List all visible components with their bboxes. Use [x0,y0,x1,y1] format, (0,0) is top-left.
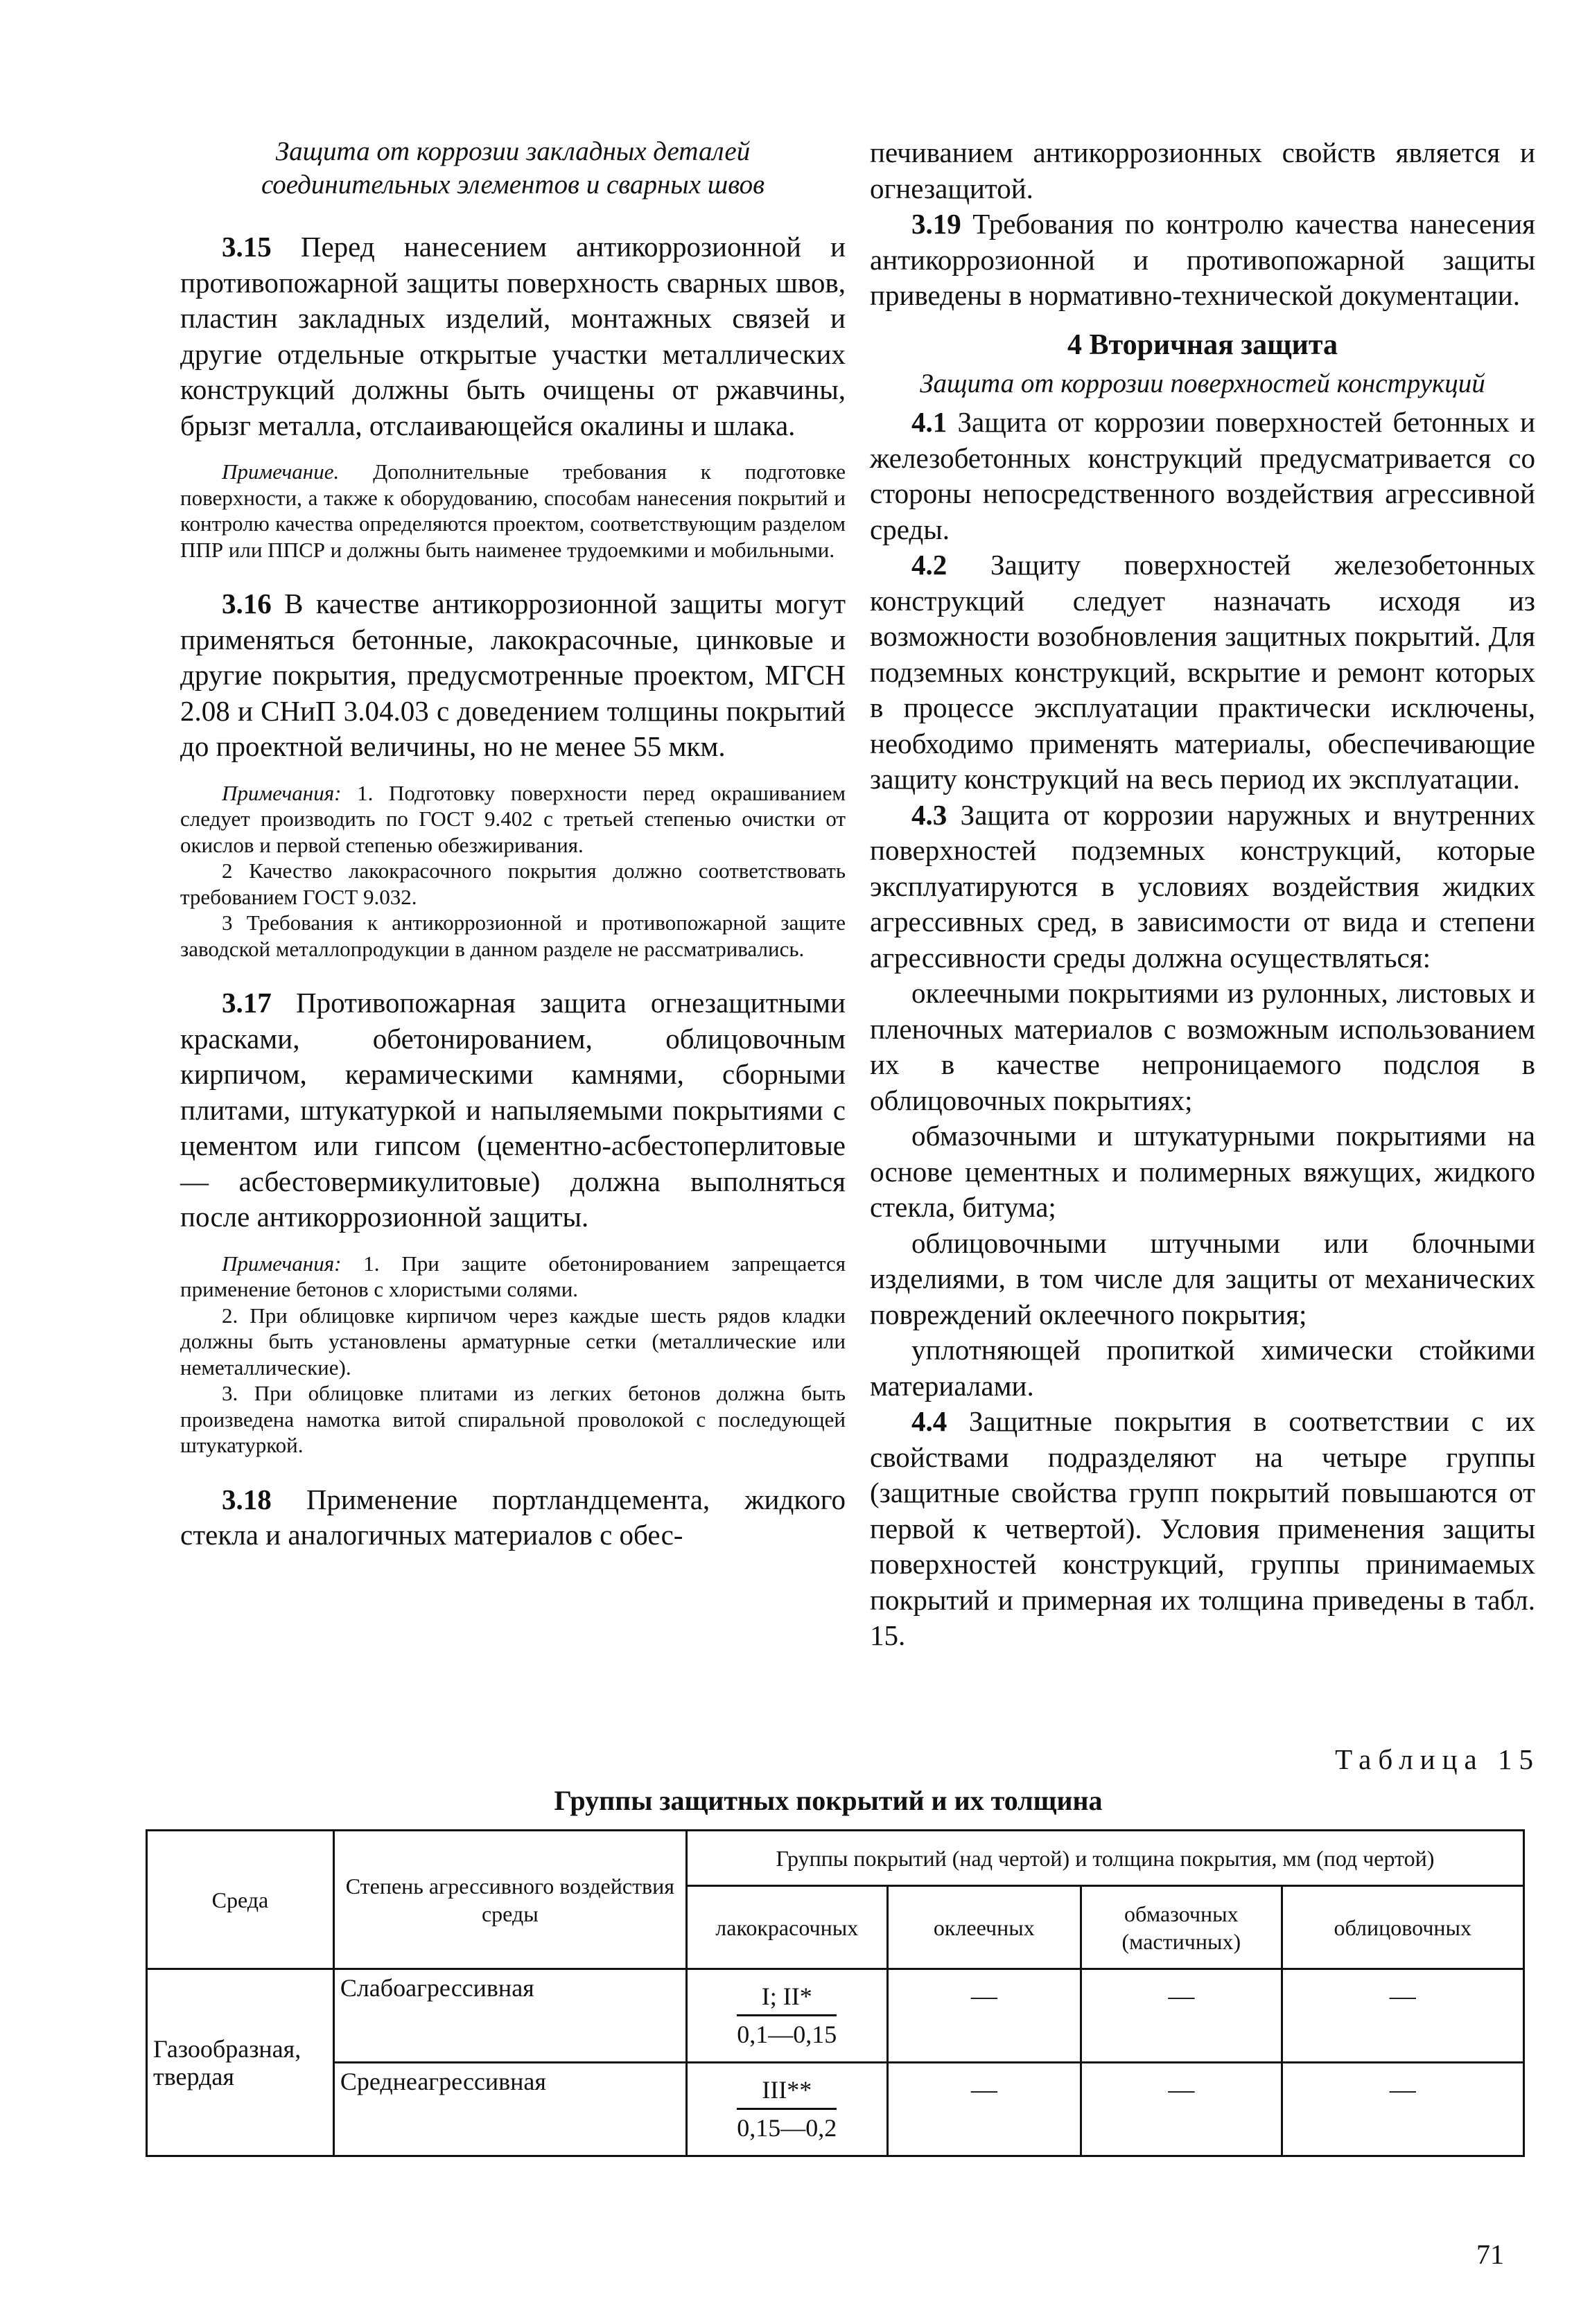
cell-glued: — [887,2063,1081,2156]
cell-env: Газообразная, твердая [147,1969,334,2156]
left-column [180,135,846,1553]
clause-number: 4.4 [911,1405,947,1437]
fraction [737,1982,837,2048]
notes-3-16-item-1 [180,780,846,859]
list-item-2: обмазочными и штукатурными покрытиями на основе цементных и полимерных вяжущих, жидкого стекла, битума; [870,1120,1535,1223]
paragraph-text: Применение портландцемента, жидкого стекла и аналогичных материалов с обес- [180,1483,846,1551]
table-title: Группы защитных покрытий и их толщина [554,1785,1103,1816]
header-paint: лакокрасочных [686,1886,887,1969]
paragraph-3-19 [870,206,1535,314]
notes-3-16-item-3: 3 Требования к антикоррозионной и противопожарной защите заводской металлопродукции в данном разделе не рассматривались. [180,910,846,961]
table-caption: Таблица 15 [1335,1743,1540,1775]
cell-coat: — [1081,2063,1282,2156]
paragraph-text: Защитные покрытия в соответствии с их свойствами подразделяют на четыре группы (защитные свойства групп покрытий повышаются от первой к четвертой). Условия применения защиты поверхностей конструкций, группы принимаемых покрытий и примерная их толщина приведены в табл. 15. [870,1405,1535,1651]
page-number: 71 [1476,2239,1504,2270]
coating-group: III** [737,2076,837,2110]
coating-thickness: 0,15—0,2 [737,2114,837,2142]
notes-3-17-item-1 [180,1251,846,1303]
header-degree: Степень агрессивного воздействия среды [333,1831,686,1969]
paragraph-3-18-continued: печиванием антикоррозионных свойств является и огнезащитой. [870,137,1535,204]
clause-number: 3.18 [222,1483,272,1515]
coatings-table [146,1829,1525,2157]
paragraph-text: Защита от коррозии поверхностей бетонных и железобетонных конструкций предусматривается со стороны непосредственного воздействия агрессивной среды. [870,406,1535,545]
paragraph-3-17 [180,985,846,1235]
paragraph-3-18 [180,1482,846,1553]
clause-number: 4.1 [911,406,947,438]
header-env: Среда [147,1831,334,1969]
notes-3-17-item-3: 3. При облицовке плитами из легких бетонов должна быть произведена намотка витой спиральной проволокой с последующей штукатуркой. [180,1381,846,1457]
cell-degree: Слабоагрессивная [333,1969,686,2063]
cell-paint [686,2063,887,2156]
note-text: Дополнительные требования к подготовке поверхности, а также к оборудованию, способам нанесения покрытий и контролю качества определяются проектом, соответствующим разделом ППР или ППСР и должны быть наименее трудоемкими и мобильными. [180,459,846,562]
table-row [147,1969,1524,2063]
paragraph-text: В качестве антикоррозионной защиты могут применяться бетонные, лакокрасочные, цинковые и другие покрытия, предусмотренные проектом, МГСН 2.08 и СНиП 3.04.03 с доведением толщины покрытий до проектной величины, но не менее 55 мкм. [180,588,846,762]
note-label: Примечания: [222,1251,342,1276]
table-row [147,2063,1524,2156]
cell-degree: Среднеагрессивная [333,2063,686,2156]
subheading-embedded-parts: Защита от коррозии закладных деталей соединительных элементов и сварных швов [261,137,765,200]
paragraph-3-15 [180,229,846,443]
list-item-4: уплотняющей пропиткой химически стойкими материалами. [870,1334,1535,1402]
header-coat: обмазочных (мастичных) [1081,1886,1282,1969]
clause-number: 4.2 [911,549,947,581]
cell-paint [686,1969,887,2063]
paragraph-4-4 [870,1404,1535,1654]
clause-number: 3.16 [222,588,272,619]
section-title: 4 Вторичная защита [1067,328,1338,361]
note-3-15 [180,459,846,563]
clause-number: 3.15 [222,231,272,263]
right-column [870,135,1535,1654]
clause-number: 4.3 [911,798,947,831]
paragraph-text: Защиту поверхностей железобетонных конструкций следует назначать исходя из возможности возобновления защитных покрытий. Для подземных конструкций, вскрытие и ремонт которых в процессе эксплуатации практически исключены, необходимо применять материалы, обеспечивающие защиту конструкций на весь период их эксплуатации. [870,549,1535,795]
cell-facing: — [1282,2063,1523,2156]
list-item-3: облицовочными штучными или блочными изделиями, в том числе для защиты от механических повреждений оклеечного покрытия; [870,1226,1535,1330]
paragraph-text: Защита от коррозии наружных и внутренних поверхностей подземных конструкций, которые эксплуатируются в условиях воздействия жидких агрессивных сред, в зависимости от вида и степени агрессивности среды должна осуществляться: [870,798,1535,974]
cell-coat: — [1081,1969,1282,2063]
note-text: 1. Подготовку поверхности перед окрашиванием следует производить по ГОСТ 9.402 с третьей степенью очистки от окислов и первой степенью обезжиривания. [180,780,846,857]
clause-number: 3.19 [911,208,961,240]
list-item-1: оклеечными покрытиями из рулонных, листовых и пленочных материалов с возможным использованием их в качестве непроницаемого подслоя в облицовочных покрытиях; [870,977,1535,1116]
table-header-row [147,1831,1524,1886]
note-text: 1. При защите обетонированием запрещается применение бетонов с хлористыми солями. [180,1251,846,1301]
paragraph-4-3 [870,798,1535,976]
header-groups: Группы покрытий (над чертой) и толщина покрытия, мм (под чертой) [686,1831,1523,1886]
header-glued: оклеечных [887,1886,1081,1969]
header-facing: облицовочных [1282,1886,1523,1969]
note-label: Примечания: [222,780,342,805]
paragraph-3-16 [180,586,846,765]
note-label: Примечание. [222,459,340,484]
notes-3-17-item-2: 2. При облицовке кирпичом через каждые шесть рядов кладки должны быть установлены арматурные сетки (металлические или неметаллические). [180,1303,846,1380]
paragraph-text: Требования по контролю качества нанесения антикоррозионной и противопожарной защиты приведены в нормативно-технической документации. [870,208,1535,311]
coating-thickness: 0,1—0,15 [737,2021,837,2048]
subheading-surface-protection: Защита от коррозии поверхностей конструкций [920,369,1485,398]
clause-number: 3.17 [222,987,272,1019]
cell-glued: — [887,1969,1081,2063]
paragraph-text: Перед нанесением антикоррозионной и противопожарной защиты поверхность сварных швов, пластин закладных изделий, монтажных связей и другие отдельные открытые участки металлических конструкций должны быть очищены от ржавчины, брызг металла, отслаивающейся окалины и шлака. [180,231,846,441]
paragraph-4-2 [870,547,1535,798]
cell-facing: — [1282,1969,1523,2063]
coating-group: I; II* [737,1982,837,2016]
notes-3-16-item-2: 2 Качество лакокрасочного покрытия должно соответствовать требованием ГОСТ 9.032. [180,859,846,909]
fraction [737,2076,837,2142]
paragraph-4-1 [870,405,1535,547]
paragraph-text: Противопожарная защита огнезащитными красками, обетонированием, облицовочным кирпичом, керамическими камнями, сборными плитами, штукатуркой и напыляемыми покрытиями с цементом или гипсом (цементно-асбестоперлитовые — асбестовермикулитовые) должна выполняться после антикоррозионной защиты. [180,987,846,1233]
